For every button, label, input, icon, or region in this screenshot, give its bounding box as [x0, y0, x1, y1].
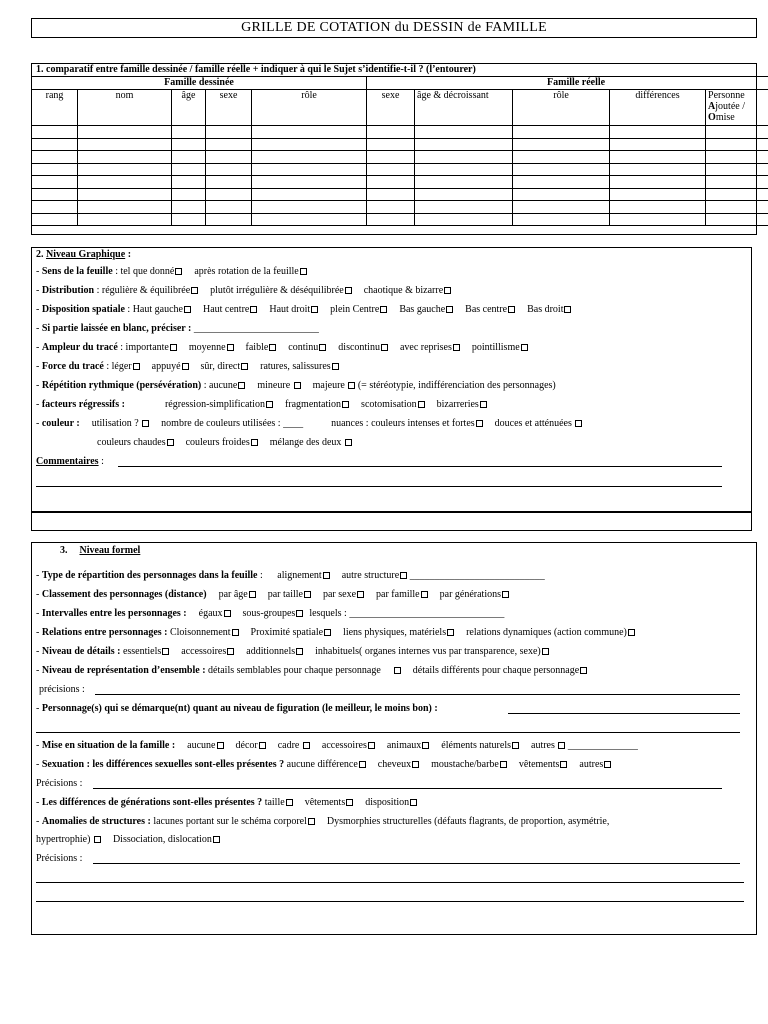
label-disposition: Disposition spatiale	[41, 304, 125, 315]
checkbox[interactable]	[381, 344, 388, 351]
opt-reguliere: régulière & équilibrée	[101, 285, 191, 296]
table-row	[32, 213, 768, 226]
row-couleur-2: couleurs chaudes couleurs froides mélange des deux	[97, 437, 352, 449]
checkbox[interactable]	[250, 306, 257, 313]
section-3-number: 3.	[60, 545, 68, 556]
family-comparison-table	[31, 76, 768, 226]
checkbox[interactable]	[184, 306, 191, 313]
checkbox[interactable]	[508, 306, 515, 313]
checkbox[interactable]	[500, 761, 507, 768]
label-intervalles: Intervalles entre les personnages :	[41, 608, 187, 619]
opt-apres-rotation: après rotation de la feuille	[194, 266, 299, 277]
section-2-number: 2.	[36, 249, 44, 260]
demarque-line[interactable]	[508, 713, 740, 714]
blank-autres[interactable]: ______________	[565, 740, 638, 751]
blank-partie-blanc[interactable]: _________________________	[193, 323, 319, 334]
checkbox[interactable]	[300, 268, 307, 275]
col-personne-ajoutee: joutée /	[715, 101, 745, 112]
precisions-line[interactable]	[95, 694, 740, 695]
table-row	[32, 126, 768, 139]
checkbox[interactable]	[251, 439, 258, 446]
checkbox[interactable]	[232, 629, 239, 636]
label-force: Force du tracé	[41, 361, 104, 372]
checkbox[interactable]	[580, 667, 587, 674]
checkbox[interactable]	[476, 420, 483, 427]
row-sexuation: - Sexuation : les différences sexuelles sont-elles présentes ? aucune différence cheveux moustache/barbe vêtements autres	[36, 759, 611, 771]
checkbox[interactable]	[380, 306, 387, 313]
checkbox[interactable]	[412, 761, 419, 768]
opt-tel-que-donne: tel que donné	[120, 266, 175, 277]
label-demarque: Personnage(s) qui se démarque(nt) quant au niveau de figuration (le meilleur, le moins bon) :	[41, 703, 438, 714]
checkbox[interactable]	[241, 363, 248, 370]
label-precisions: Précisions :	[36, 778, 83, 789]
checkbox[interactable]	[303, 742, 310, 749]
checkbox[interactable]	[133, 363, 140, 370]
row-ampleur: - Ampleur du tracé : importante moyenne faible continu discontinu avec reprises pointillisme	[36, 342, 528, 354]
checkbox[interactable]	[564, 306, 571, 313]
checkbox[interactable]	[170, 344, 177, 351]
checkbox[interactable]	[213, 836, 220, 843]
row-repetition: - Répétition rythmique (persévération) : aucune mineure majeure (= stéréotypie, indifférenciation des personnages)	[36, 380, 556, 391]
label-repartition: Type de répartition des personnages dans la feuille	[41, 570, 258, 581]
opt-chaotique: chaotique & bizarre	[363, 285, 444, 296]
checkbox[interactable]	[346, 799, 353, 806]
section-2-heading	[36, 249, 131, 260]
col-role: rôle	[252, 90, 367, 126]
col-personne-label: Personne	[708, 90, 745, 101]
checkbox[interactable]	[227, 344, 234, 351]
group-real-family: Famille réelle	[367, 77, 768, 90]
precisions-line[interactable]	[93, 863, 740, 864]
label-repetition: Répétition rythmique (persévération)	[41, 380, 202, 391]
checkbox[interactable]	[175, 268, 182, 275]
col-real-age: âge & décroissant	[415, 90, 513, 126]
checkbox[interactable]	[542, 648, 549, 655]
checkbox[interactable]	[217, 742, 224, 749]
col-rang: rang	[32, 90, 78, 126]
precisions-line[interactable]	[36, 901, 744, 902]
label-sens: Sens de la feuille	[41, 266, 113, 277]
col-personne-omise: mise	[715, 112, 735, 123]
checkbox[interactable]	[480, 401, 487, 408]
checkbox[interactable]	[94, 836, 101, 843]
col-personne-o: O	[708, 112, 716, 123]
row-disposition: - Disposition spatiale : Haut gauche Haut centre Haut droit plein Centre Bas gauche Bas centre Bas droit	[36, 304, 571, 316]
row-commentaires: Commentaires :	[36, 456, 104, 467]
group-drawn-family: Famille dessinée	[32, 77, 367, 90]
checkbox[interactable]	[323, 572, 330, 579]
row-partie-blanc: - Si partie laissée en blanc, préciser : _________________________	[36, 323, 319, 334]
checkbox[interactable]	[304, 591, 311, 598]
label-commentaires: Commentaires	[36, 456, 99, 467]
section-3-heading	[60, 545, 140, 556]
row-sens: - Sens de la feuille : tel que donné après rotation de la feuille	[36, 266, 307, 278]
row-precisions-3	[36, 853, 82, 865]
row-generations: - Les différences de générations sont-elles présentes ? taille vêtements disposition	[36, 797, 417, 809]
opt-irreguliere: plutôt irrégulière & déséquilibrée	[210, 285, 344, 296]
label-sexuation: Sexuation : les différences sexuelles sont-elles présentes ?	[41, 759, 285, 770]
row-repartition: - Type de répartition des personnages dans la feuille : alignement autre structure ___________________________	[36, 570, 545, 581]
checkbox[interactable]	[332, 363, 339, 370]
precisions-line[interactable]	[93, 788, 722, 789]
row-regressifs: - facteurs régressifs : régression-simplification fragmentation scotomisation bizarreries	[36, 399, 487, 411]
row-force: - Force du tracé : léger appuyé sûr, direct ratures, salissures	[36, 361, 339, 373]
checkbox[interactable]	[446, 306, 453, 313]
checkbox[interactable]	[575, 420, 582, 427]
label-precisions: précisions :	[39, 684, 85, 695]
col-age: âge	[172, 90, 206, 126]
label-relations: Relations entre personnages :	[41, 627, 168, 638]
row-classement: - Classement des personnages (distance) par âge par taille par sexe par famille par générations	[36, 589, 509, 601]
comment-line[interactable]	[118, 466, 722, 467]
checkbox[interactable]	[266, 401, 273, 408]
checkbox[interactable]	[368, 742, 375, 749]
precisions-line[interactable]	[36, 882, 744, 883]
checkbox[interactable]	[324, 629, 331, 636]
checkbox[interactable]	[224, 610, 231, 617]
checkbox[interactable]	[182, 363, 189, 370]
checkbox[interactable]	[502, 591, 509, 598]
section-2-title: Niveau Graphique	[46, 249, 126, 260]
section-1-heading: 1. comparatif entre famille dessinée / famille réelle + indiquer à qui le Sujet s’identifie-t-il ? (l’entourer)	[36, 64, 476, 75]
row-anomalies: - Anomalies de structures : lacunes portant sur le schéma corporel Dysmorphies structurelles (défauts flagrants, de proportion, asymétrie,	[36, 816, 610, 827]
label-distribution: Distribution	[41, 285, 95, 296]
section-2-colon: :	[125, 249, 132, 260]
checkbox[interactable]	[167, 439, 174, 446]
checkbox[interactable]	[418, 401, 425, 408]
col-real-sexe: sexe	[367, 90, 415, 126]
table-row	[32, 201, 768, 214]
label-generations: Les différences de générations sont-elles présentes ?	[41, 797, 263, 808]
label-ensemble: Niveau de représentation d’ensemble :	[41, 665, 206, 676]
blank-lesquels[interactable]: _______________________________	[349, 608, 505, 619]
checkbox[interactable]	[560, 761, 567, 768]
row-details: - Niveau de détails : essentiels accessoires additionnels inhabituels( organes internes vus par transparence, sexe)	[36, 646, 549, 658]
checkbox[interactable]	[410, 799, 417, 806]
label-details: Niveau de détails :	[41, 646, 121, 657]
checkbox[interactable]	[311, 306, 318, 313]
checkbox[interactable]	[142, 420, 149, 427]
row-relations: - Relations entre personnages : Cloisonnement Proximité spatiale liens physiques, matériels relations dynamiques (action commune)	[36, 627, 635, 639]
blank-repartition[interactable]: ___________________________	[407, 570, 545, 581]
label-partie-blanc: Si partie laissée en blanc, préciser :	[41, 323, 194, 334]
checkbox[interactable]	[447, 629, 454, 636]
col-personne	[706, 90, 768, 126]
checkbox[interactable]	[359, 761, 366, 768]
checkbox[interactable]	[521, 344, 528, 351]
checkbox[interactable]	[191, 287, 198, 294]
label-precisions: Précisions :	[36, 853, 83, 864]
checkbox[interactable]	[296, 648, 303, 655]
label-mise-en-situation: Mise en situation de la famille :	[41, 740, 176, 751]
checkbox[interactable]	[319, 344, 326, 351]
checkbox[interactable]	[512, 742, 519, 749]
demarque-line[interactable]	[36, 732, 740, 733]
checkbox[interactable]	[342, 401, 349, 408]
row-precisions-1	[39, 684, 85, 696]
row-distribution: - Distribution : régulière & équilibrée plutôt irrégulière & déséquilibrée chaotique & bizarre	[36, 285, 451, 297]
comment-line[interactable]	[36, 486, 722, 487]
col-real-role: rôle	[513, 90, 610, 126]
row-demarque: - Personnage(s) qui se démarque(nt) quant au niveau de figuration (le meilleur, le moins bon) :	[36, 703, 438, 714]
checkbox[interactable]	[162, 648, 169, 655]
checkbox[interactable]	[421, 591, 428, 598]
checkbox[interactable]	[259, 742, 266, 749]
checkbox[interactable]	[345, 439, 352, 446]
checkbox[interactable]	[357, 591, 364, 598]
label-regressifs: facteurs régressifs :	[41, 399, 125, 410]
row-ensemble: - Niveau de représentation d’ensemble : détails semblables pour chaque personnage détails différents pour chaque personnage	[36, 665, 587, 677]
section-3-title: Niveau formel	[79, 545, 141, 556]
row-precisions-2	[36, 778, 82, 790]
checkbox[interactable]	[227, 648, 234, 655]
checkbox[interactable]	[249, 591, 256, 598]
col-personne-a: A	[708, 101, 716, 112]
checkbox[interactable]	[294, 382, 301, 389]
checkbox[interactable]	[296, 610, 303, 617]
checkbox[interactable]	[345, 287, 352, 294]
checkbox[interactable]	[269, 344, 276, 351]
label-ampleur: Ampleur du tracé	[41, 342, 118, 353]
label-classement: Classement des personnages (distance)	[41, 589, 207, 600]
page-title: GRILLE DE COTATION du DESSIN de FAMILLE	[31, 18, 757, 38]
row-anomalies-2: hypertrophie) Dissociation, dislocation	[36, 834, 220, 846]
table-row	[32, 151, 768, 164]
checkbox[interactable]	[422, 742, 429, 749]
checkbox[interactable]	[308, 818, 315, 825]
section-2-footer-box	[31, 512, 752, 531]
checkbox[interactable]	[604, 761, 611, 768]
row-intervalles: - Intervalles entre les personnages : égaux sous-groupes lesquels : _______________________________	[36, 608, 505, 619]
col-sexe: sexe	[206, 90, 252, 126]
checkbox[interactable]	[453, 344, 460, 351]
col-differences: différences	[610, 90, 706, 126]
table-row	[32, 188, 768, 201]
table-row	[32, 163, 768, 176]
checkbox[interactable]	[628, 629, 635, 636]
table-row	[32, 138, 768, 151]
row-mise-en-situation: - Mise en situation de la famille : aucune décor cadre accessoires animaux éléments naturels autres ______________	[36, 740, 638, 751]
checkbox[interactable]	[394, 667, 401, 674]
label-couleur: couleur :	[41, 418, 80, 429]
checkbox[interactable]	[238, 382, 245, 389]
checkbox[interactable]	[286, 799, 293, 806]
row-couleur: - couleur : utilisation ? nombre de couleurs utilisées : ____ nuances : couleurs intenses et fortes douces et atténuées	[36, 418, 582, 430]
label-anomalies: Anomalies de structures :	[41, 816, 151, 827]
table-row	[32, 176, 768, 189]
col-nom: nom	[78, 90, 172, 126]
checkbox[interactable]	[444, 287, 451, 294]
